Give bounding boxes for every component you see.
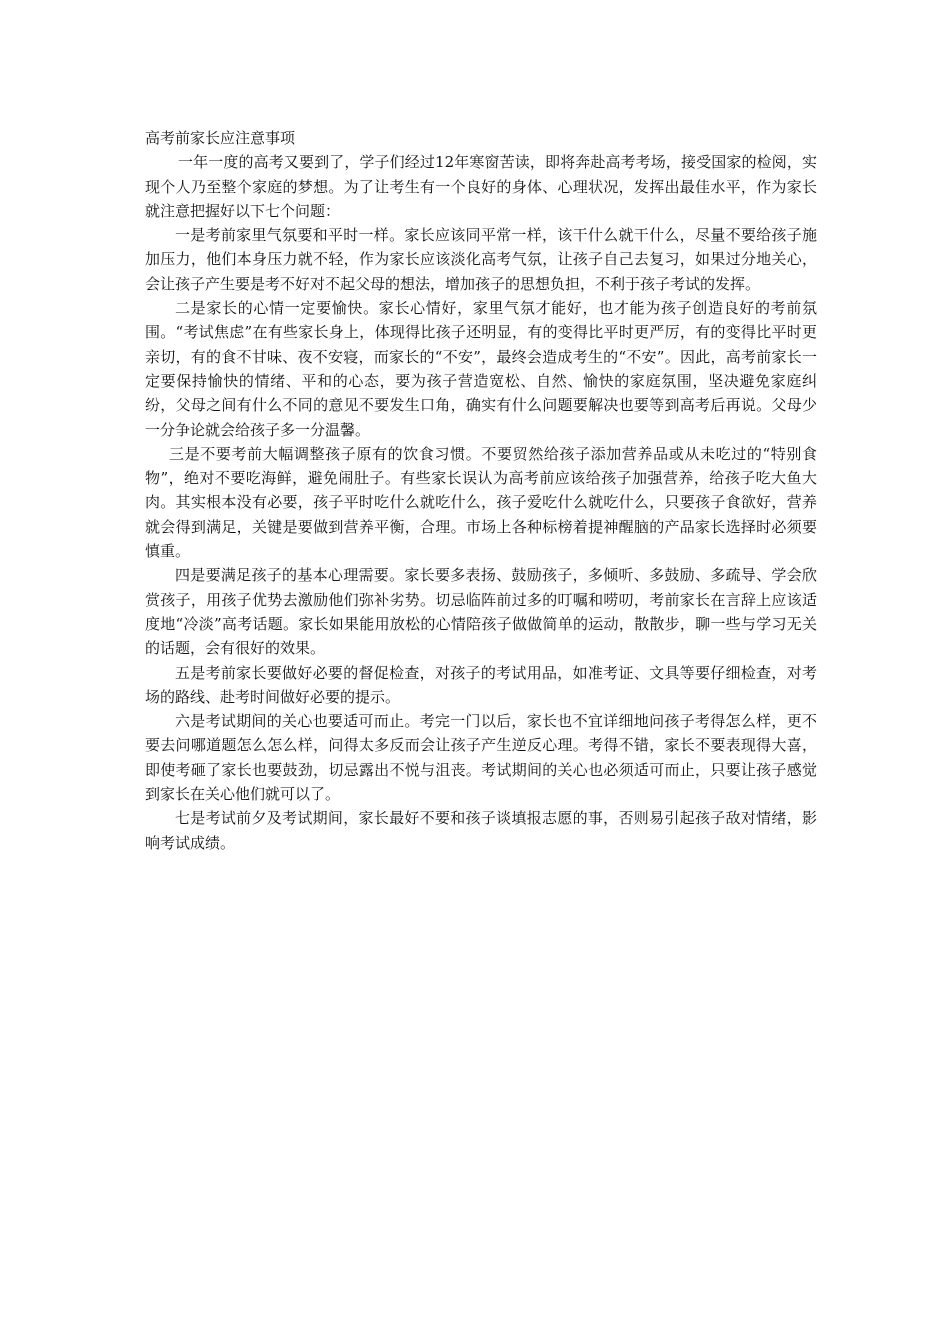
paragraph-point-1: 一是考前家里气氛要和平时一样。家长应该同平常一样，该干什么就干什么，尽量不要给孩子施加压力，他们本身压力就不轻，作为家长应该淡化高考气氛，让孩子自己去复习，如果过分地关心，会让孩子产生要是考不好对不起父母的想法，增加孩子的思想负担，不利于孩子考试的发挥。 <box>145 226 817 293</box>
document-title: 高考前家长应注意事项 <box>145 129 296 147</box>
document-page <box>145 126 817 855</box>
paragraph-point-3: 三是不要考前大幅调整孩子原有的饮食习惯。不要贸然给孩子添加营养品或从未吃过的“特别食物”，绝对不要吃海鲜，避免闹肚子。有些家长误认为高考前应该给孩子加强营养，给孩子吃大鱼大肉。其实根本没有必要，孩子平时吃什么就吃什么，孩子爱吃什么就吃什么，只要孩子食欲好，营养就会得到满足，关键是要做到营养平衡，合理。市场上各种标榜着提神醒脑的产品家长选择时必须要慎重。 <box>145 444 817 561</box>
paragraph-point-5: 五是考前家长要做好必要的督促检查，对孩子的考试用品，如准考证、文具等要仔细检查，对考场的路线、赴考时间做好必要的提示。 <box>145 663 817 706</box>
paragraph-point-7: 七是考试前夕及考试期间，家长最好不要和孩子谈填报志愿的事，否则易引起孩子敌对情绪，影响考试成绩。 <box>145 809 817 852</box>
paragraph-intro: 一年一度的高考又要到了，学子们经过12年寒窗苦读，即将奔赴高考考场，接受国家的检阅，实现个人乃至整个家庭的梦想。为了让考生有一个良好的身体、心理状况，发挥出最佳水平，作为家长就注意把握好以下七个问题： <box>145 153 817 220</box>
paragraph-point-2: 二是家长的心情一定要愉快。家长心情好，家里气氛才能好，也才能为孩子创造良好的考前氛围。“考试焦虑”在有些家长身上，体现得比孩子还明显，有的变得比平时更严厉，有的变得比平时更亲切，有的食不甘味、夜不安寝，而家长的“不安”，最终会造成考生的“不安”。因此，高考前家长一定要保持愉快的情绪、平和的心态，要为孩子营造宽松、自然、愉快的家庭氛围，坚决避免家庭纠纷，父母之间有什么不同的意见不要发生口角，确实有什么问题要解决也要等到高考后再说。父母少一分争论就会给孩子多一分温馨。 <box>145 299 817 439</box>
paragraph-point-6: 六是考试期间的关心也要适可而止。考完一门以后，家长也不宜详细地问孩子考得怎么样，更不要去问哪道题怎么怎么样，问得太多反而会让孩子产生逆反心理。考得不错，家长不要表现得大喜，即使考砸了家长也要鼓劲，切忌露出不悦与沮丧。考试期间的关心也必须适可而止，只要让孩子感觉到家长在关心他们就可以了。 <box>145 712 817 804</box>
paragraph-point-4: 四是要满足孩子的基本心理需要。家长要多表扬、鼓励孩子，多倾听、多鼓励、多疏导、学会欣赏孩子，用孩子优势去激励他们弥补劣势。切忌临阵前过多的叮嘱和唠叨，考前家长在言辞上应该适度地“冷淡”高考话题。家长如果能用放松的心情陪孩子做做简单的运动，散散步，聊一些与学习无关的话题，会有很好的效果。 <box>145 566 817 658</box>
